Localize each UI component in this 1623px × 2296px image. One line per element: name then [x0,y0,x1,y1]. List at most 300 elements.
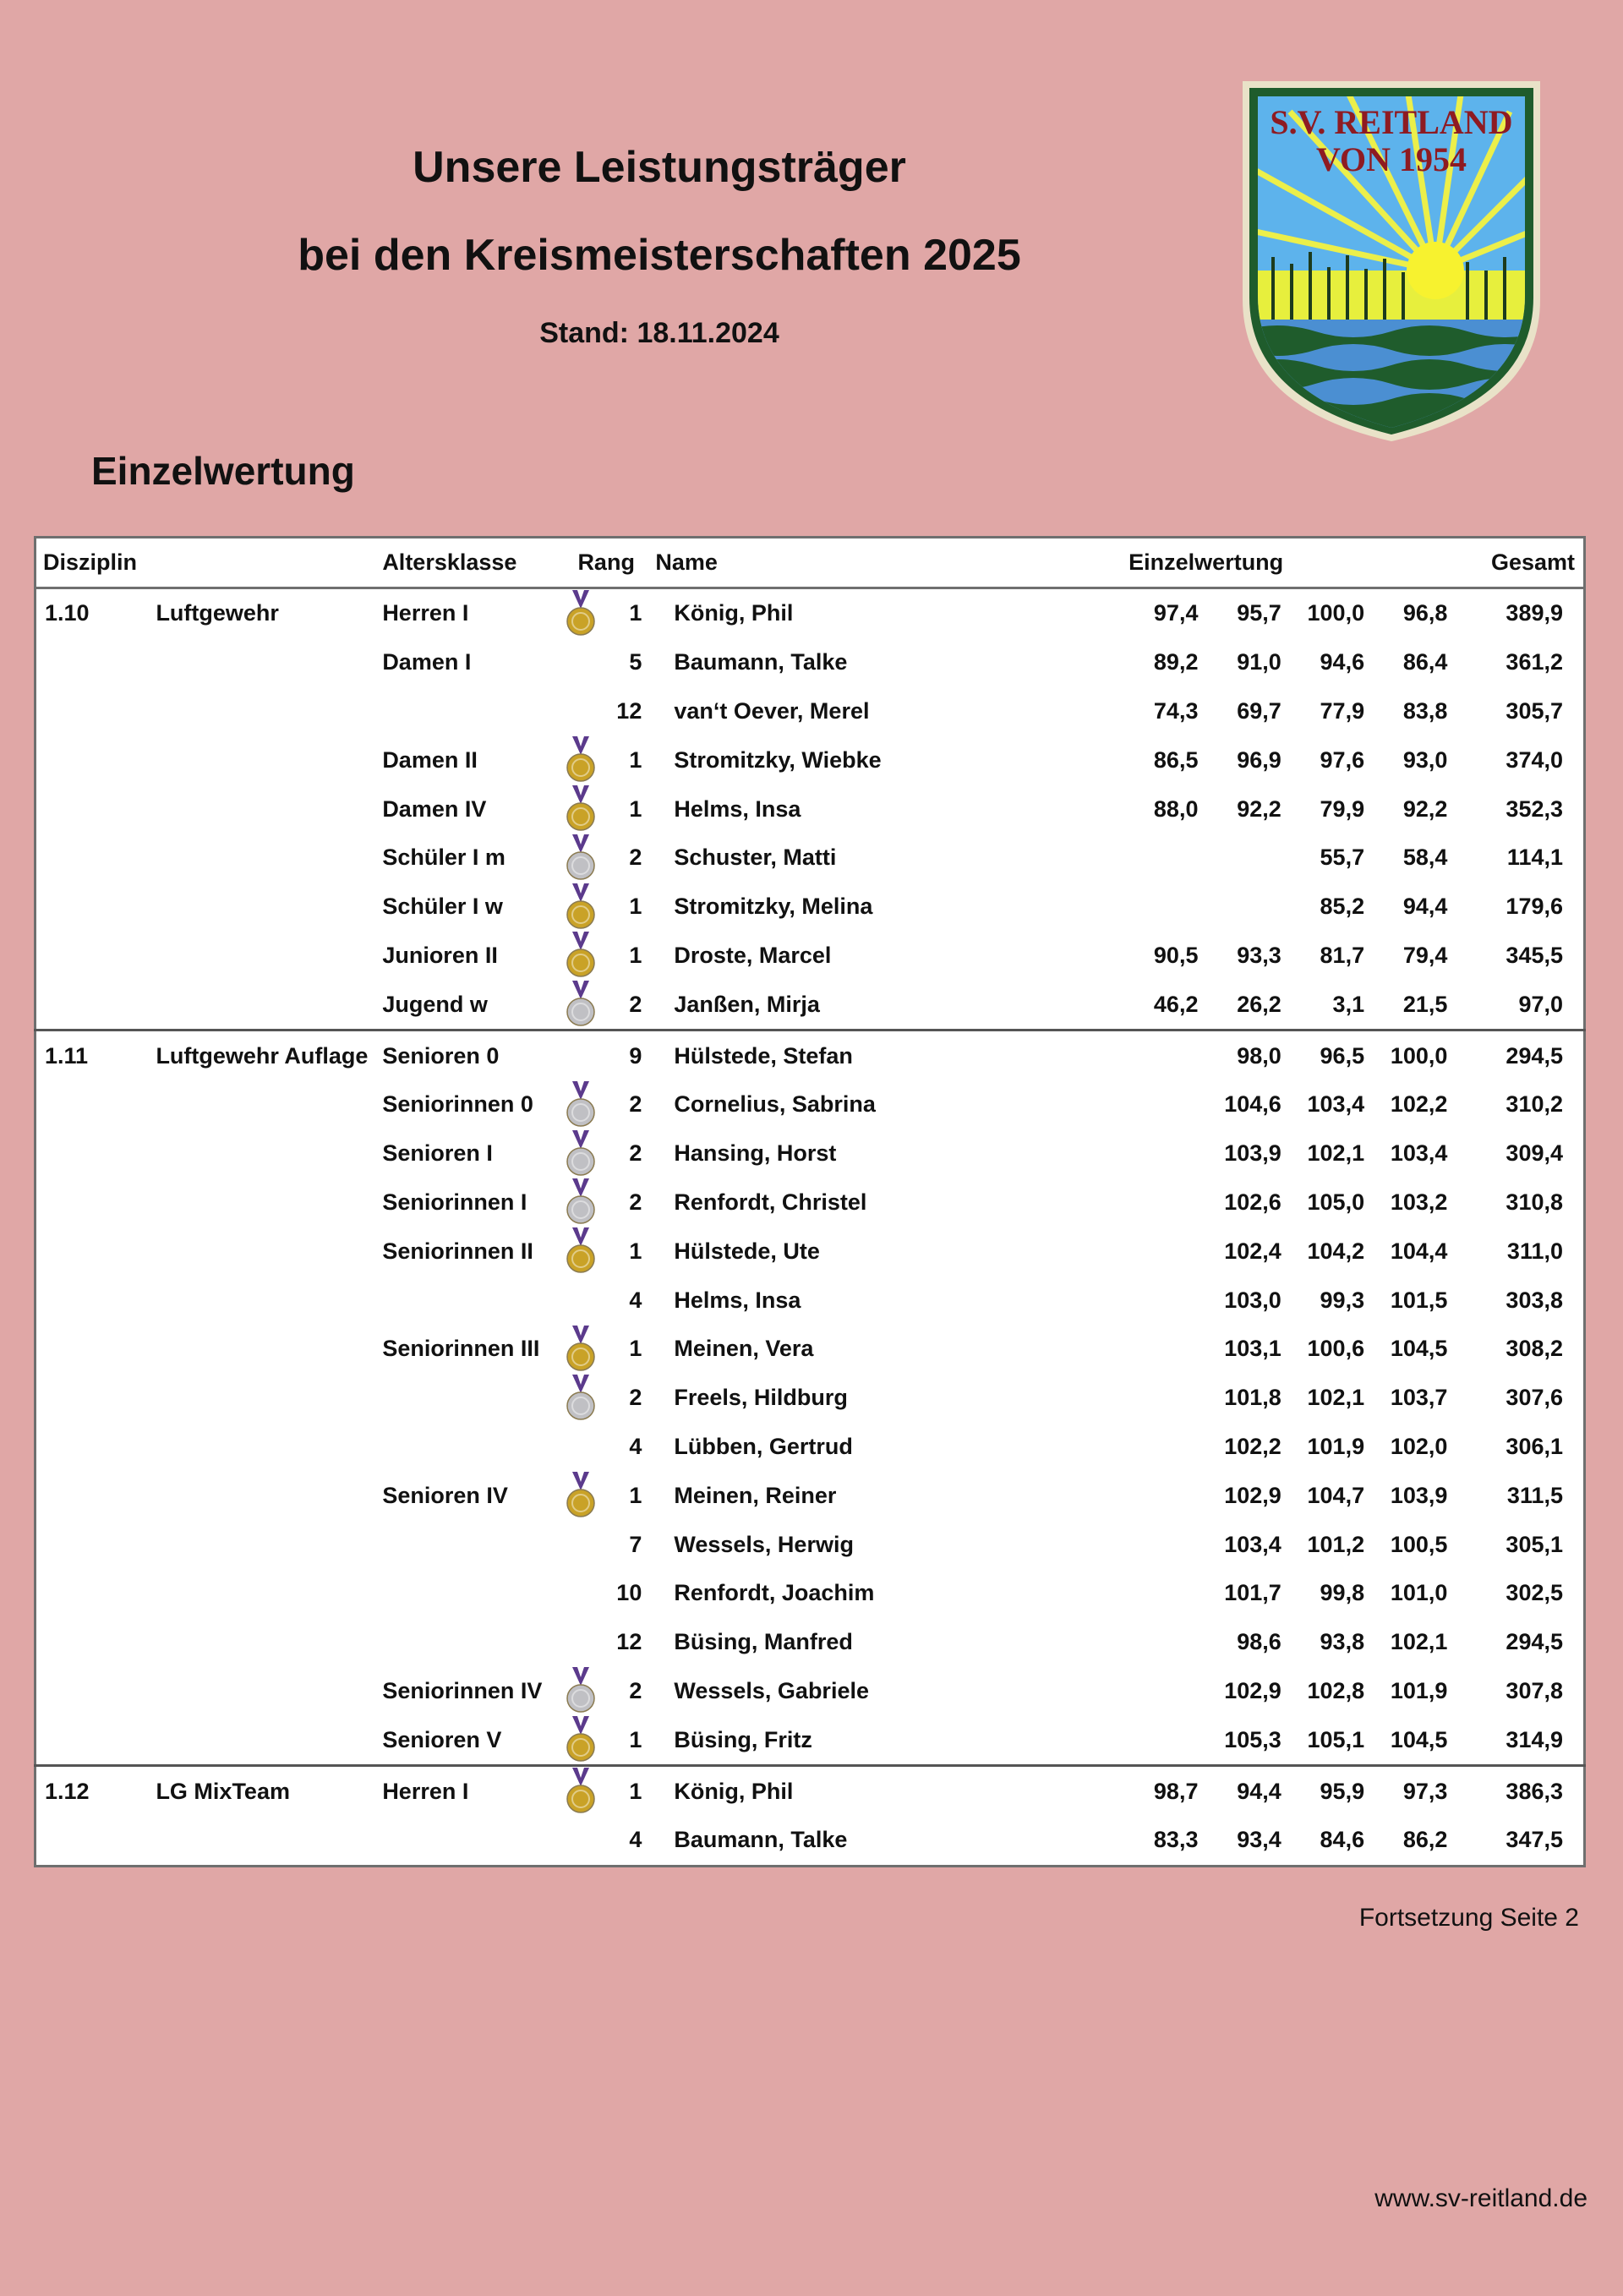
athlete-name: Büsing, Manfred [674,1629,853,1655]
gold-medal-icon [564,1472,598,1519]
total-score: 302,5 [1506,1580,1563,1606]
medal-cell [564,932,598,981]
score-1: 46,2 [1153,991,1199,1017]
discipline-name: Luftgewehr [149,588,375,638]
score-2: 91,0 [1237,649,1281,675]
discipline-name [149,1325,375,1374]
age-class: Junioren II [382,942,498,968]
results-table [34,536,1586,1867]
athlete-name: Meinen, Vera [674,1336,814,1362]
gold-medal-icon [564,1227,598,1275]
table-row [36,1178,1585,1227]
score-3: 104,7 [1307,1482,1365,1508]
score-2: 98,6 [1237,1629,1281,1655]
athlete-name: Wessels, Gabriele [674,1677,869,1703]
athlete-name: Büsing, Fritz [674,1726,812,1752]
discipline-number [36,1325,150,1374]
silver-medal-icon [564,981,598,1028]
score-4: 100,0 [1371,1030,1454,1080]
score-2: 101,8 [1224,1385,1281,1411]
medal-cell [564,980,598,1030]
age-class: Herren I [375,588,564,638]
age-class: Seniorinnen IV [382,1677,543,1703]
gold-medal-icon [564,883,598,931]
rank: 1 [598,588,648,638]
score-4: 103,4 [1390,1140,1448,1167]
discipline-number [36,1471,150,1520]
score-3: 81,7 [1320,942,1365,968]
medal-cell [564,687,598,736]
discipline-name [149,1423,375,1472]
athlete-name: Helms, Insa [674,795,801,822]
score-2: 96,9 [1237,746,1281,773]
score-1 [1122,1276,1205,1325]
medal-cell [564,1520,598,1569]
score-2: 93,4 [1237,1827,1281,1853]
score-1 [1122,1325,1205,1374]
score-1 [1122,1423,1205,1472]
gold-medal-icon [564,590,598,637]
logo-text-line2: VON 1954 [1315,140,1467,178]
discipline-name [149,883,375,932]
age-class [375,1423,564,1472]
table-row [36,588,1585,638]
score-4: 101,5 [1390,1287,1448,1313]
score-1: 88,0 [1153,795,1199,822]
age-class [375,1276,564,1325]
score-3: 101,2 [1307,1531,1365,1557]
score-3: 103,4 [1307,1091,1365,1118]
discipline-number [36,1227,150,1276]
rank: 9 [598,1030,648,1080]
score-1 [1122,1569,1205,1618]
score-4: 102,2 [1390,1091,1448,1118]
header-gesamt: Gesamt [1454,538,1584,588]
gold-medal-icon [564,932,598,979]
score-3: 94,6 [1320,649,1365,675]
athlete-name: Renfordt, Joachim [674,1580,875,1606]
discipline-number [36,1520,150,1569]
discipline-name [149,1080,375,1129]
athlete-name: König, Phil [648,1766,1122,1816]
total-score: 314,9 [1506,1726,1563,1752]
total-score: 311,5 [1506,1482,1563,1508]
discipline-name [149,1816,375,1866]
gold-medal-icon [564,785,598,833]
score-2: 92,2 [1237,795,1281,822]
score-2: 98,0 [1205,1030,1287,1080]
discipline-number [36,980,150,1030]
total-score: 294,5 [1506,1629,1563,1655]
table-row [36,784,1585,834]
score-3: 3,1 [1332,991,1365,1017]
age-class: Seniorinnen I [382,1189,527,1215]
table-row [36,1080,1585,1129]
medal-cell [564,1667,598,1716]
medal-cell [564,784,598,834]
score-2: 103,1 [1224,1336,1281,1362]
score-1 [1122,834,1205,883]
age-class [375,1374,564,1423]
score-3: 105,1 [1307,1726,1365,1752]
rank: 1 [629,1336,642,1362]
score-3: 55,7 [1320,845,1365,871]
discipline-number [36,1816,150,1866]
medal-cell [564,1816,598,1866]
score-1 [1122,1178,1205,1227]
score-4: 83,8 [1402,697,1448,724]
discipline-name [149,784,375,834]
table-row [36,1423,1585,1472]
score-1 [1122,1520,1205,1569]
score-1 [1122,1471,1205,1520]
rank: 2 [629,991,642,1017]
score-4: 102,0 [1390,1433,1448,1459]
table-row [36,1471,1585,1520]
score-4: 97,3 [1371,1766,1454,1816]
total-score: 307,8 [1506,1677,1563,1703]
rank: 12 [616,697,642,724]
page-title: Unsere Leistungsträger [413,143,906,192]
score-3: 102,1 [1307,1385,1365,1411]
header-name: Name [648,538,1122,588]
athlete-name: Droste, Marcel [674,942,832,968]
discipline-name [149,1276,375,1325]
club-logo [1239,78,1544,443]
rank: 10 [616,1580,642,1606]
score-4: 101,9 [1390,1677,1448,1703]
discipline-name [149,1618,375,1667]
athlete-name: Hülstede, Stefan [648,1030,1122,1080]
table-row [36,1618,1585,1667]
discipline-number [36,1618,150,1667]
score-4: 103,2 [1390,1189,1448,1215]
athlete-name: Renfordt, Christel [674,1189,867,1215]
score-4: 101,0 [1390,1580,1448,1606]
medal-cell [564,1030,598,1080]
athlete-name: Wessels, Herwig [674,1531,854,1557]
age-class: Senioren 0 [375,1030,564,1080]
score-2: 102,4 [1224,1238,1281,1264]
score-2: 103,9 [1224,1140,1281,1167]
rank: 1 [629,1238,642,1264]
total-score: 294,5 [1454,1030,1584,1080]
score-4: 93,0 [1402,746,1448,773]
age-class: Damen II [382,746,478,773]
athlete-name: van‘t Oever, Merel [674,697,870,724]
score-4: 103,9 [1390,1482,1448,1508]
logo-text-line1: S.V. REITLAND [1270,103,1513,141]
rank: 2 [629,1677,642,1703]
logo-sun [1407,242,1464,299]
table-row [36,735,1585,784]
medal-cell [564,735,598,784]
rank: 1 [629,1482,642,1508]
gold-medal-icon [564,1326,598,1373]
score-1 [1122,1129,1205,1178]
rank: 2 [629,845,642,871]
stand-date: Stand: 18.11.2024 [539,317,779,349]
medal-cell [564,1374,598,1423]
medal-cell [564,1569,598,1618]
discipline-number: 1.12 [36,1766,150,1816]
rank: 1 [629,795,642,822]
discipline-number [36,638,150,687]
rank: 7 [629,1531,642,1557]
age-class [375,1520,564,1569]
age-class: Seniorinnen II [382,1238,533,1264]
discipline-number [36,784,150,834]
total-score: 310,8 [1506,1189,1563,1215]
table-row [36,980,1585,1030]
score-2: 94,4 [1205,1766,1287,1816]
score-3: 77,9 [1320,697,1365,724]
table-row [36,1667,1585,1716]
table-row [36,1276,1585,1325]
rank: 1 [629,942,642,968]
total-score: 307,6 [1506,1385,1563,1411]
score-3: 97,6 [1320,746,1365,773]
score-3: 95,9 [1288,1766,1371,1816]
total-score: 305,7 [1506,697,1563,724]
medal-cell [564,1471,598,1520]
silver-medal-icon [564,1375,598,1422]
gold-medal-icon [564,736,598,784]
discipline-name [149,932,375,981]
table-row [36,1520,1585,1569]
score-4: 79,4 [1402,942,1448,968]
score-1: 97,4 [1122,588,1205,638]
score-2: 93,3 [1237,942,1281,968]
discipline-name [149,1374,375,1423]
score-3: 100,0 [1288,588,1371,638]
score-3: 104,2 [1307,1238,1365,1264]
table-row [36,834,1585,883]
header-einzelwertung: Einzelwertung [1122,538,1454,588]
age-class [375,1569,564,1618]
total-score: 97,0 [1518,991,1563,1017]
score-2: 102,6 [1224,1189,1281,1215]
athlete-name: Stromitzky, Wiebke [674,746,882,773]
rank: 4 [629,1433,642,1459]
athlete-name: Helms, Insa [674,1287,801,1313]
discipline-number [36,1374,150,1423]
discipline-number [36,1423,150,1472]
discipline-name [149,980,375,1030]
table-row [36,1374,1585,1423]
total-score: 308,2 [1506,1336,1563,1362]
age-class: Jugend w [382,991,488,1017]
discipline-name [149,1520,375,1569]
table-row [36,883,1585,932]
score-4: 21,5 [1402,991,1448,1017]
score-1 [1122,1227,1205,1276]
rank: 12 [616,1629,642,1655]
athlete-name: Stromitzky, Melina [674,894,873,920]
table-row [36,1129,1585,1178]
medal-cell [564,1129,598,1178]
rank: 1 [629,746,642,773]
medal-cell [564,1227,598,1276]
table-row [36,1816,1585,1866]
score-1 [1122,883,1205,932]
age-class [375,1816,564,1866]
athlete-name: Freels, Hildburg [674,1385,848,1411]
score-1 [1122,1080,1205,1129]
total-score: 310,2 [1506,1091,1563,1118]
score-4: 104,5 [1390,1726,1448,1752]
rank: 1 [629,1726,642,1752]
discipline-number [36,1715,150,1765]
score-2: 102,9 [1224,1677,1281,1703]
total-score: 306,1 [1506,1433,1563,1459]
rank: 4 [629,1827,642,1853]
total-score: 345,5 [1506,942,1563,968]
discipline-name [149,638,375,687]
rank: 2 [629,1385,642,1411]
score-3: 99,3 [1320,1287,1365,1313]
age-class [375,1618,564,1667]
score-1: 90,5 [1153,942,1199,968]
score-1: 74,3 [1153,697,1199,724]
total-score: 303,8 [1506,1287,1563,1313]
score-2: 69,7 [1237,697,1281,724]
discipline-name [149,1178,375,1227]
score-4: 58,4 [1402,845,1448,871]
discipline-number [36,1667,150,1716]
score-4: 92,2 [1402,795,1448,822]
score-1: 83,3 [1153,1827,1199,1853]
age-class: Seniorinnen III [382,1336,540,1362]
silver-medal-icon [564,1667,598,1714]
logo-field [1239,271,1544,321]
age-class: Damen I [382,649,472,675]
page-subtitle: bei den Kreismeisterschaften 2025 [298,231,1021,280]
athlete-name: Hülstede, Ute [674,1238,820,1264]
score-1 [1122,1618,1205,1667]
rank: 1 [598,1766,648,1816]
discipline-number [36,1276,150,1325]
score-3: 96,5 [1288,1030,1371,1080]
total-score: 386,3 [1454,1766,1584,1816]
score-3: 85,2 [1320,894,1365,920]
table-body [36,588,1585,1867]
silver-medal-icon [564,834,598,882]
website-url: www.sv-reitland.de [1374,2184,1587,2212]
rank: 2 [629,1140,642,1167]
rank: 1 [629,894,642,920]
score-3: 100,6 [1307,1336,1365,1362]
age-class: Schüler I m [382,845,505,871]
score-1: 89,2 [1153,649,1199,675]
discipline-name: LG MixTeam [149,1766,375,1816]
total-score: 179,6 [1506,894,1563,920]
athlete-name: Cornelius, Sabrina [674,1091,876,1118]
score-4: 86,2 [1402,1827,1448,1853]
table-header-row [36,538,1585,588]
athlete-name: Hansing, Horst [674,1140,837,1167]
athlete-name: Lübben, Gertrud [674,1433,853,1459]
score-2: 105,3 [1224,1726,1281,1752]
score-4: 86,4 [1402,649,1448,675]
athlete-name: Meinen, Reiner [674,1482,837,1508]
medal-cell [564,588,598,638]
table-row [36,1569,1585,1618]
continuation-note: Fortsetzung Seite 2 [1358,1904,1579,1932]
discipline-number: 1.11 [36,1030,150,1080]
discipline-name [149,1569,375,1618]
athlete-name: Baumann, Talke [674,1827,848,1853]
total-score: 389,9 [1454,588,1584,638]
score-1 [1122,1030,1205,1080]
athlete-name: Schuster, Matti [674,845,837,871]
table-row [36,932,1585,981]
score-4: 103,7 [1390,1385,1448,1411]
discipline-number [36,1178,150,1227]
table-row [36,687,1585,736]
rank: 2 [629,1091,642,1118]
discipline-name [149,1667,375,1716]
discipline-number [36,1569,150,1618]
score-3: 105,0 [1307,1189,1365,1215]
score-3: 102,8 [1307,1677,1365,1703]
score-3: 101,9 [1307,1433,1365,1459]
medal-cell [564,1766,598,1816]
total-score: 347,5 [1506,1827,1563,1853]
table-row [36,638,1585,687]
score-2: 103,4 [1224,1531,1281,1557]
score-4: 104,5 [1390,1336,1448,1362]
total-score: 352,3 [1506,795,1563,822]
score-4: 96,8 [1371,588,1454,638]
score-2: 102,9 [1224,1482,1281,1508]
section-title: Einzelwertung [91,449,355,493]
total-score: 309,4 [1506,1140,1563,1167]
age-class: Schüler I w [382,894,503,920]
discipline-number [36,1080,150,1129]
gold-medal-icon [564,1768,598,1815]
medal-cell [564,638,598,687]
score-2: 26,2 [1237,991,1281,1017]
gold-medal-icon [564,1716,598,1763]
age-class: Damen IV [382,795,487,822]
discipline-name [149,1129,375,1178]
score-1 [1122,1667,1205,1716]
age-class: Seniorinnen 0 [382,1091,533,1118]
score-2: 103,0 [1224,1287,1281,1313]
score-2: 104,6 [1224,1091,1281,1118]
medal-cell [564,1178,598,1227]
discipline-number [36,883,150,932]
silver-medal-icon [564,1178,598,1226]
age-class: Senioren IV [382,1482,508,1508]
score-1 [1122,1374,1205,1423]
medal-cell [564,1618,598,1667]
discipline-name [149,687,375,736]
athlete-name: Baumann, Talke [674,649,848,675]
score-4: 100,5 [1390,1531,1448,1557]
age-class: Senioren I [382,1140,493,1167]
total-score: 361,2 [1506,649,1563,675]
silver-medal-icon [564,1081,598,1129]
athlete-name: König, Phil [648,588,1122,638]
total-score: 374,0 [1506,746,1563,773]
total-score: 305,1 [1506,1531,1563,1557]
score-4: 94,4 [1402,894,1448,920]
score-1 [1122,1715,1205,1765]
score-2 [1205,883,1287,932]
rank: 4 [629,1287,642,1313]
